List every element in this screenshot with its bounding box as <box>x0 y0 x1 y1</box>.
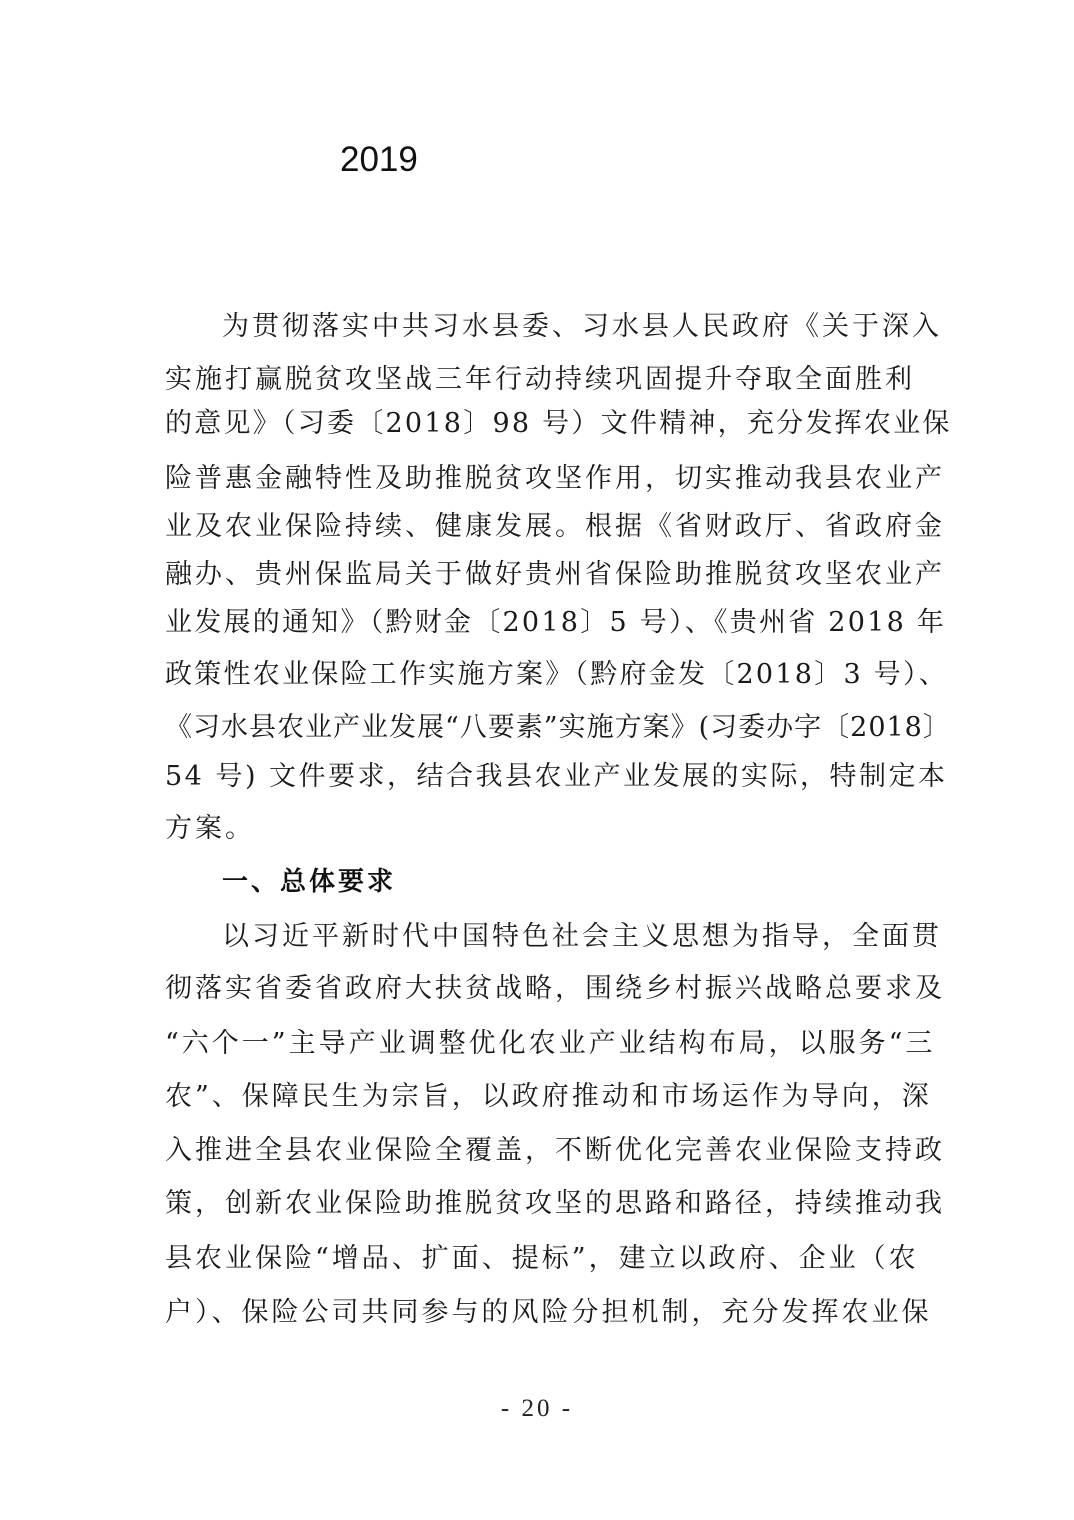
paragraph-line: 为贯彻落实中共习水县委、习水县人民政府《关于深入 <box>222 311 942 342</box>
paragraph-line: 农”、保障民生为宗旨，以政府推动和市场运作为导向，深 <box>165 1081 932 1112</box>
paragraph-line: 入推进全县农业保险全覆盖，不断优化完善农业保险支持政 <box>165 1135 945 1166</box>
paragraph-line: 县农业保险“增品、扩面、提标”，建立以政府、企业（农 <box>165 1243 919 1274</box>
paragraph-line: “六个一”主导产业调整优化农业产业结构布局，以服务“三 <box>165 1028 936 1059</box>
paragraph-line: 实施打赢脱贫攻坚战三年行动持续巩固提升夺取全面胜利 <box>165 364 915 395</box>
paragraph-line: 方案。 <box>165 813 255 844</box>
paragraph-line: 策，创新农业保险助推脱贫攻坚的思路和路径，持续推动我 <box>165 1188 945 1219</box>
paragraph-line: 《习水县农业产业发展“八要素”实施方案》(习委办字〔2018〕 <box>165 712 951 743</box>
paragraph-line: 险普惠金融特性及助推脱贫攻坚作用，切实推动我县农业产 <box>165 463 945 494</box>
paragraph-line: 以习近平新时代中国特色社会主义思想为指导，全面贯 <box>222 921 942 952</box>
paragraph-line: 融办、贵州保监局关于做好贵州省保险助推脱贫攻坚农业产 <box>165 559 945 590</box>
paragraph-line: 彻落实省委省政府大扶贫战略，围绕乡村振兴战略总要求及 <box>165 973 945 1004</box>
section-heading: 一、总体要求 <box>222 867 397 897</box>
paragraph-line: 的意见》（习委〔2018〕98 号）文件精神，充分发挥农业保 <box>165 408 952 439</box>
paragraph-line: 业发展的通知》（黔财金〔2018〕5 号）、《贵州省 2018 年 <box>165 607 947 638</box>
document-year-title: 2019 <box>340 140 418 179</box>
page-number: - 20 - <box>500 1395 574 1422</box>
paragraph-line: 业及农业保险持续、健康发展。根据《省财政厅、省政府金 <box>165 511 945 542</box>
paragraph-line: 户）、保险公司共同参与的风险分担机制，充分发挥农业保 <box>165 1297 932 1328</box>
paragraph-line: 54 号) 文件要求，结合我县农业产业发展的实际，特制定本 <box>165 761 948 792</box>
paragraph-line: 政策性农业保险工作实施方案》（黔府金发〔2018〕3 号）、 <box>165 659 948 690</box>
